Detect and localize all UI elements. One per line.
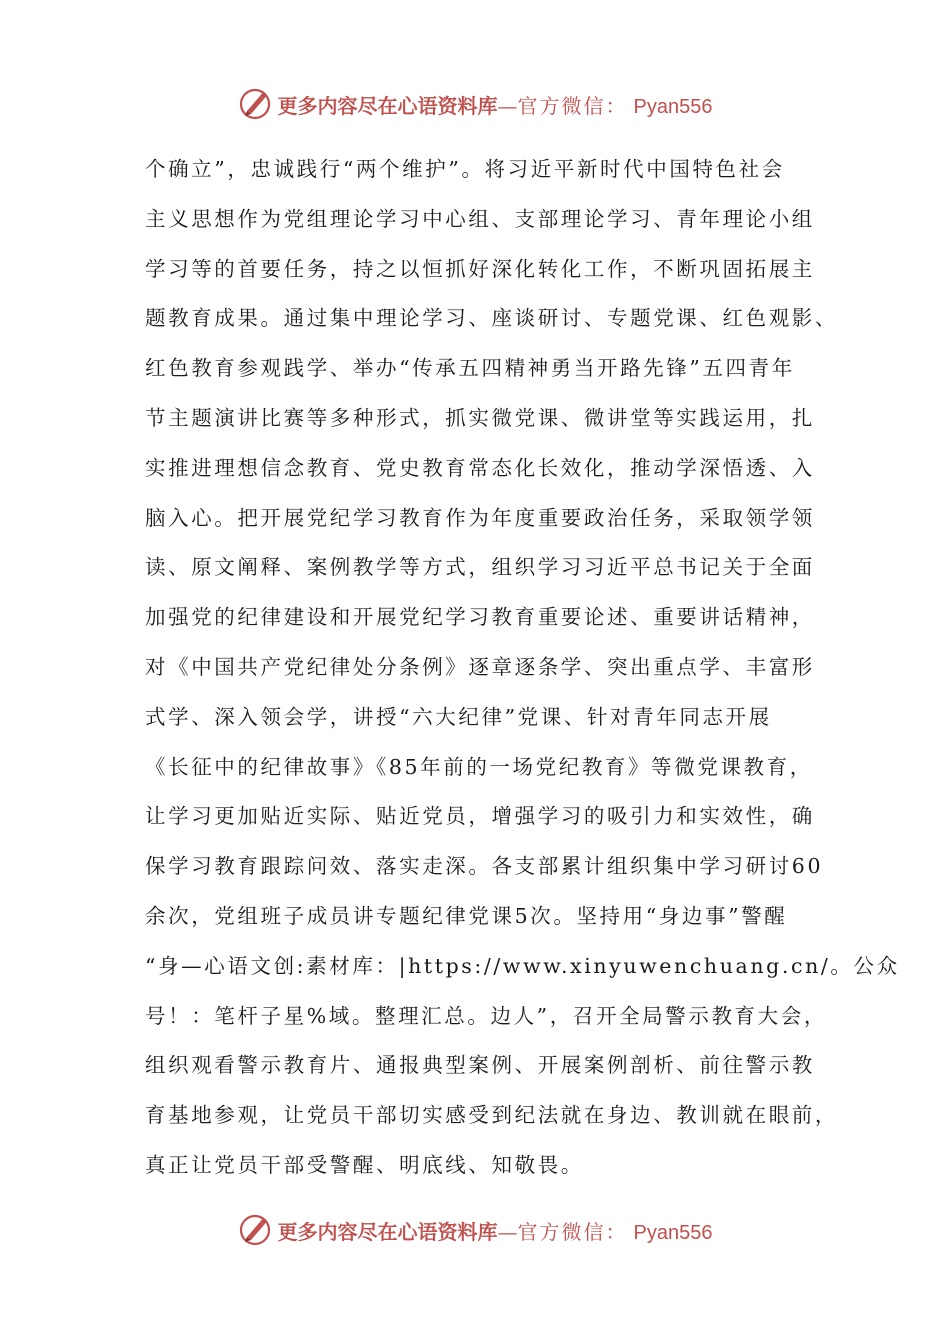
body-line: 个确立”，忠诚践行“两个维护”。将习近平新时代中国特色社会: [145, 157, 785, 181]
body-line: 题教育成果。通过集中理论学习、座谈研讨、专题党课、红色观影、: [145, 306, 838, 331]
body-line: 《长征中的纪律故事》《85年前的一场党纪教育》等微党课教育，: [145, 754, 813, 779]
body-line: 号！：笔杆子星%域。整理汇总。边人”，召开全局警示教育大会，: [145, 1003, 827, 1028]
header-banner-text: [278, 90, 713, 119]
body-line: 式学、深入领会学，讲授“六大纪律”党课、针对青年同志开展: [145, 704, 772, 729]
pen-circle-logo-icon: [238, 1213, 272, 1247]
body-line: 节主题演讲比赛等多种形式，抓实微党课、微讲堂等实践运用，扎: [145, 405, 815, 430]
body-line: 脑入心。把开展党纪学习教育作为年度重要政治任务，采取领学领: [145, 505, 815, 530]
body-line: “身—心语文创:素材库：|https://www.xinyuwenchuang.cn/。公众: [145, 953, 900, 978]
footer-watermark-banner: [0, 1210, 950, 1250]
body-line: 加强党的纪律建设和开展党纪学习教育重要论述、重要讲话精神，: [145, 605, 815, 630]
body-line: 对《中国共产党纪律处分条例》逐章逐条学、突出重点学、丰富形: [145, 654, 815, 679]
footer-dash: —: [497, 1219, 518, 1244]
body-line: 余次，党组班子成员讲专题纪律党课5次。坚持用“身边事”警醒: [145, 903, 788, 928]
footer-banner-text: [278, 1216, 713, 1245]
document-body: [145, 145, 900, 1191]
body-line: 育基地参观，让党员干部切实感受到纪法就在身边、教训就在眼前，: [145, 1103, 838, 1128]
body-line: 让学习更加贴近实际、贴近党员，增强学习的吸引力和实效性，确: [145, 804, 815, 829]
body-line: 学习等的首要任务，持之以恒抓好深化转化工作，不断巩固拓展主: [145, 256, 815, 281]
header-brand-text: 更多内容尽在心语资料库: [277, 93, 498, 118]
footer-wechat-label: 官方微信：: [517, 1219, 628, 1244]
pen-circle-logo-icon: [238, 87, 272, 121]
footer-wechat-id: Pyan556: [633, 1221, 713, 1244]
header-wechat-label: 官方微信：: [517, 93, 628, 118]
body-line: 读、原文阐释、案例教学等方式，组织学习习近平总书记关于全面: [145, 555, 815, 580]
body-line: 组织观看警示教育片、通报典型案例、开展案例剖析、前往警示教: [145, 1053, 815, 1078]
footer-brand-text: 更多内容尽在心语资料库: [277, 1219, 498, 1244]
body-line: 红色教育参观践学、举办“传承五四精神勇当开路先锋”五四青年: [145, 356, 795, 381]
header-wechat-id: Pyan556: [633, 95, 713, 118]
body-line: 真正让党员干部受警醒、明底线、知敬畏。: [145, 1152, 584, 1177]
body-line: 主义思想作为党组理论学习中心组、支部理论学习、青年理论小组: [145, 206, 815, 231]
body-line: 实推进理想信念教育、党史教育常态化长效化，推动学深悟透、入: [145, 455, 815, 480]
header-dash: —: [497, 93, 518, 118]
header-watermark-banner: [0, 84, 950, 124]
body-line: 保学习教育跟踪问效、落实走深。各支部累计组织集中学习研讨60: [145, 854, 824, 879]
